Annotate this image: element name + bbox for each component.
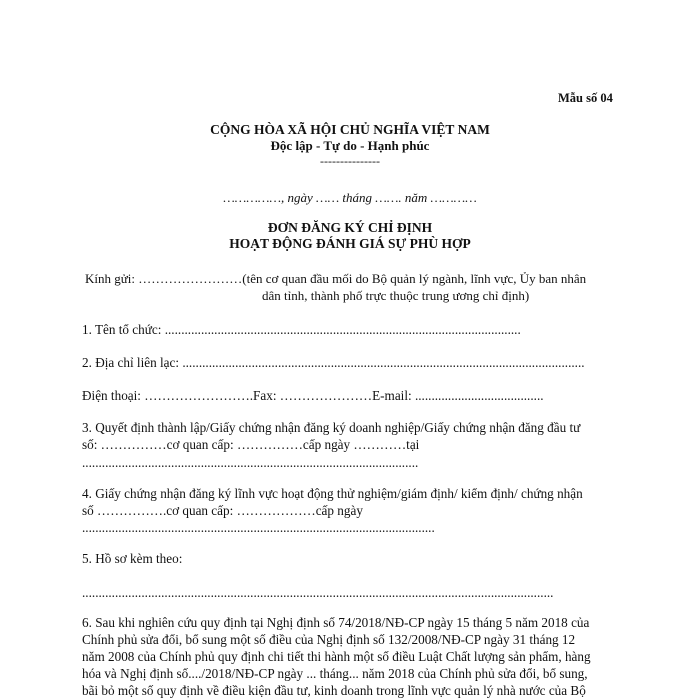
form-title-line1: ĐƠN ĐĂNG KÝ CHỈ ĐỊNH [267, 220, 433, 235]
statement-line1: 6. Sau khi nghiên cứu quy định tại Nghị định số 74/2018/NĐ-CP ngày 15 tháng 5 năm 2018 của [82, 615, 590, 630]
certificate-line3: ........................................................................................................... [82, 520, 435, 535]
contact-field: Điện thoại: …………………….Fax: …………………E-mail: ....................................... [82, 388, 544, 403]
certificate-line1: 4. Giấy chứng nhận đăng ký lĩnh vực hoạt động thử nghiệm/giám định/ kiểm định/ chứng nhận [82, 486, 583, 501]
attachments-dots: ............................................................................................................................................... [82, 585, 554, 600]
statement-line3: năm 2008 của Chính phủ quy định chi tiết thi hành một số điều Luật Chất lượng sản phẩm, hàng [82, 649, 591, 664]
date-line: ……………, ngày …… tháng ……. năm ………… [223, 190, 477, 205]
statement-line2: Chính phủ sửa đổi, bổ sung một số điều của Nghị định số 132/2008/NĐ-CP ngày 31 tháng 12 [82, 632, 576, 647]
country-header: CỘNG HÒA XÃ HỘI CHỦ NGHĨA VIỆT NAM [210, 122, 490, 137]
motto: Độc lập - Tự do - Hạnh phúc [270, 138, 430, 153]
address-field: 2. Địa chỉ liên lạc: .......................................................................................................................... [82, 355, 585, 370]
org-name-field: 1. Tên tổ chức: ............................................................................................................ [82, 322, 521, 337]
recipient-line1: Kính gửi: ……………………(tên cơ quan đầu mối do Bộ quản lý ngành, lĩnh vực, Ủy ban nhân [85, 271, 587, 286]
form-number: Mẫu số 04 [558, 91, 613, 105]
certificate-line2: số …………….cơ quan cấp: ………………cấp ngày [82, 503, 363, 518]
decision-line1: 3. Quyết định thành lập/Giấy chứng nhận đăng ký doanh nghiệp/Giấy chứng nhận đăng đầu tư [82, 420, 581, 435]
statement-line5: bãi bỏ một số quy định về điều kiện đầu tư, kinh doanh trong lĩnh vực quản lý nhà nước của Bộ [82, 683, 586, 698]
decision-line3: ...................................................................................................... [82, 455, 419, 470]
recipient-line2: dân tỉnh, thành phố trực thuộc trung ương chỉ định) [262, 288, 530, 303]
header-divider: --------------- [320, 154, 380, 168]
form-title-line2: HOẠT ĐỘNG ĐÁNH GIÁ SỰ PHÙ HỢP [229, 236, 471, 251]
decision-line2: số: ……………cơ quan cấp: ……………cấp ngày …………tại [82, 437, 420, 452]
attachments-label: 5. Hồ sơ kèm theo: [82, 551, 183, 566]
statement-line4: hóa và Nghị định số..../2018/NĐ-CP ngày ... tháng... năm 2018 của Chính phủ sửa đổi, bổ sung, [82, 666, 588, 681]
